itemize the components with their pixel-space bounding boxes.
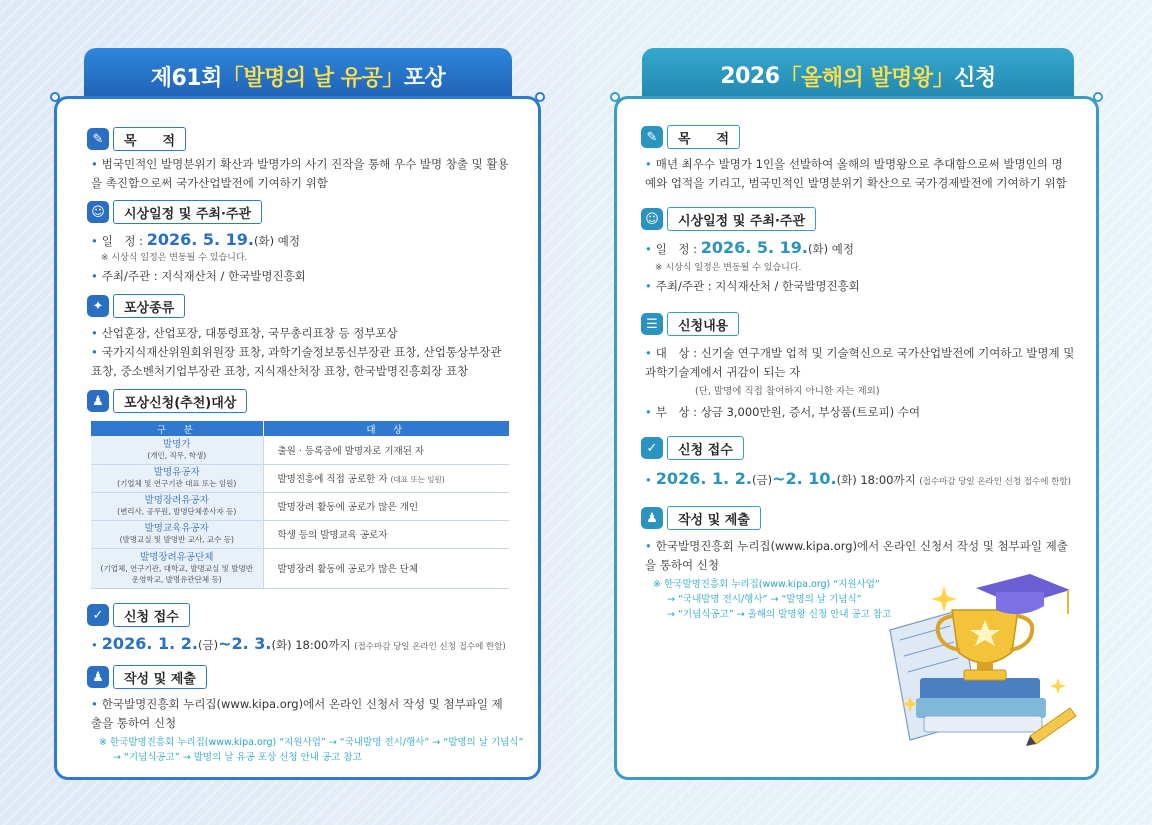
right-schedule-host: • 주최/주관 : 지식재산처 / 한국발명진흥회 (645, 279, 860, 293)
left-receipt-period: • 2026. 1. 2.(금)~2. 3.(화) 18:00까지 (접수마감 당일 온라인 신청 접수에 한함) (91, 634, 506, 653)
table-cell-category: 발명교육유공자 (발명교실 및 발명반 교사, 교수 등) (91, 520, 263, 548)
right-content-header (641, 312, 739, 336)
left-title-highlight: 「발명의 날 유공」 (221, 65, 404, 91)
left-panel (54, 96, 541, 780)
bullet-icon: • (645, 473, 652, 487)
right-content-target: • 대 상 : 신기술 연구개발 업적 및 기술혁신으로 국가산업발전에 기여하고 발명계 및 과학기술계에서 귀감이 되는 자 (645, 346, 1075, 379)
panel-corner-dot (1093, 92, 1103, 102)
right-purpose-text: • 매년 최우수 발명가 1인을 선발하여 올해의 발명왕으로 추대함으로써 발명인의 명예와 업적을 기리고, 범국민적인 발명분위기 확산으로 국가경제발전에 기여하기 위함 (645, 157, 1067, 190)
left-schedule-label: 시상일정 및 주최·주관 (113, 200, 262, 224)
table-row (91, 436, 509, 464)
panel-corner-dot (50, 92, 60, 102)
trophy-illustration (880, 570, 1080, 750)
left-title-pre: 제61회 (150, 65, 222, 91)
table-cell-target: 발명장려 활동에 공로가 많은 단체 (263, 548, 509, 588)
table-cell-category: 발명가 (개인, 직무, 학생) (91, 436, 263, 464)
table-cell-target: 발명진흥에 직접 공로한 자 (대표 또는 임원) (263, 464, 509, 492)
right-schedule-header (641, 207, 816, 231)
right-submit-guide3: → “기념식공고” → 올해의 발명왕 신청 안내 공고 참고 (667, 609, 892, 620)
bullet-icon: • (645, 279, 652, 293)
table-row (91, 548, 509, 588)
right-receipt-label: 신청 접수 (667, 436, 744, 460)
right-title-post: 신청 (954, 65, 996, 91)
table-header-category: 구 분 (91, 421, 263, 436)
eligibility-table (91, 421, 509, 589)
bullet-icon: • (645, 539, 652, 553)
left-submit-guide2: → “기념식공고” → 발명의 날 유공 포상 신청 안내 공고 참고 (113, 752, 362, 763)
right-receipt-header (641, 436, 744, 460)
check-document-icon: ✓ (641, 437, 663, 459)
speaker-icon: ☺ (87, 201, 109, 223)
right-title-highlight: 「올해의 발명왕」 (779, 65, 955, 91)
left-schedule-date-line: • 일 정 : 2026. 5. 19.(화) 예정 (91, 230, 300, 249)
left-event-date: 2026. 5. 19. (146, 230, 255, 249)
table-cell-target: 발명장려 활동에 공로가 많은 개인 (263, 492, 509, 520)
bullet-icon: • (91, 638, 98, 652)
left-submit-text: • 한국발명진흥회 누리집(www.kipa.org)에서 온라인 신청서 작성 및 첨부파일 제출을 통하여 신청 (91, 697, 503, 730)
left-types-item2: • 국가지식재산위원회위원장 표창, 과학기술정보통신부장관 표창, 산업통상부장관 표창, 중소벤처기업부장관 표창, 지식재산처장 표창, 한국발명진흥회장 표창 (91, 345, 502, 378)
left-types-item1: • 산업훈장, 산업포장, 대통령표창, 국무총리표창 등 정부포상 (91, 326, 398, 340)
book-stack-icon (916, 678, 1046, 732)
panel-corner-dot (535, 92, 545, 102)
left-submit-label: 작성 및 제출 (113, 665, 207, 689)
table-row (91, 464, 509, 492)
left-receipt-label: 신청 접수 (113, 603, 190, 627)
graduation-cap-icon (976, 574, 1070, 614)
bullet-icon: • (645, 346, 652, 360)
speaker-icon: ☺ (641, 208, 663, 230)
table-cell-category: 발명장려유공자 (변리사, 공무원, 발명단체종사자 등) (91, 492, 263, 520)
clipboard-icon: ☰ (641, 313, 663, 335)
right-submit-text: • 한국발명진흥회 누리집(www.kipa.org)에서 온라인 신청서 작성 및 첨부파일 제출을 통하여 신청 (645, 539, 1068, 572)
left-eligibility-header (87, 389, 247, 413)
right-purpose-label: 목 적 (667, 125, 740, 149)
bullet-icon: • (91, 269, 98, 283)
bullet-icon: • (645, 405, 652, 419)
bullet-icon: • (91, 326, 98, 340)
document-icon: ✎ (641, 126, 663, 148)
left-purpose-label: 목 적 (113, 127, 186, 151)
bullet-icon: • (91, 234, 98, 248)
right-content-prize: • 부 상 : 상금 3,000만원, 증서, 부상품(트로피) 수여 (645, 405, 921, 419)
right-submit-header (641, 506, 761, 530)
left-schedule-header (87, 200, 262, 224)
table-row (91, 520, 509, 548)
table-header-row (91, 421, 509, 436)
right-title-pre: 2026 (720, 63, 780, 89)
document-icon: ✎ (87, 128, 109, 150)
bullet-icon: • (91, 157, 98, 171)
left-eligibility-label: 포상신청(추천)대상 (113, 389, 247, 413)
left-types-header (87, 294, 185, 318)
right-submit-guide2: → “국내발명 전시/행사” → “발명의 날 기념식” (667, 594, 862, 605)
table-cell-category: 발명장려유공단체 (기업체, 연구기관, 대학교, 발명교실 및 발명반 운영학교, 발명유관단체 등) (91, 548, 263, 588)
user-icon: ♟ (641, 507, 663, 529)
right-purpose-header (641, 125, 740, 149)
bullet-icon: • (91, 345, 98, 359)
right-receipt-period: • 2026. 1. 2.(금)~2. 10.(화) 18:00까지 (접수마감 당일 온라인 신청 접수에 한함) (645, 469, 1071, 488)
right-content-label: 신청내용 (667, 312, 739, 336)
right-submit-guide1: ※ 한국발명진흥회 누리집(www.kipa.org) “지원사업” (653, 579, 880, 590)
medal-icon: ✦ (87, 295, 109, 317)
right-schedule-note: ※ 시상식 일정은 변동될 수 있습니다. (655, 263, 802, 273)
table-cell-target: 학생 등의 발명교육 공로자 (263, 520, 509, 548)
left-purpose-header (87, 127, 186, 151)
table-cell-category: 발명유공자 (기업체 및 연구기관 대표 또는 임원) (91, 464, 263, 492)
right-schedule-label: 시상일정 및 주최·주관 (667, 207, 816, 231)
table-row (91, 492, 509, 520)
right-event-date: 2026. 5. 19. (700, 238, 809, 257)
left-types-label: 포상종류 (113, 294, 185, 318)
bullet-icon: • (91, 697, 98, 711)
table-header-target: 대 상 (263, 421, 509, 436)
bullet-icon: • (645, 242, 652, 256)
right-schedule-date-line: • 일 정 : 2026. 5. 19.(화) 예정 (645, 238, 854, 257)
left-title-post: 포상 (403, 65, 446, 91)
bullet-icon: • (645, 157, 652, 171)
panel-corner-dot (610, 92, 620, 102)
right-submit-label: 작성 및 제출 (667, 506, 761, 530)
left-submit-guide1: ※ 한국발명진흥회 누리집(www.kipa.org) “지원사업” → “국내발명 전시/행사” → “발명의 날 기념식” (99, 737, 524, 748)
left-submit-header (87, 665, 207, 689)
left-receipt-header (87, 603, 190, 627)
left-schedule-note: ※ 시상식 일정은 변동될 수 있습니다. (101, 253, 248, 263)
check-document-icon: ✓ (87, 604, 109, 626)
user-icon: ♟ (87, 666, 109, 688)
left-schedule-host: • 주최/주관 : 지식재산처 / 한국발명진흥회 (91, 269, 306, 283)
table-cell-target: 출원 · 등록증에 발명자로 기재된 자 (263, 436, 509, 464)
person-icon: ♟ (87, 390, 109, 412)
right-content-target-note: (단, 발명에 직접 참여하지 아니한 자는 제외) (695, 386, 880, 397)
left-purpose-text: • 범국민적인 발명분위기 확산과 발명가의 사기 진작을 통해 우수 발명 창출 및 활용을 촉진함으로써 국가산업발전에 기여하기 위함 (91, 157, 509, 190)
